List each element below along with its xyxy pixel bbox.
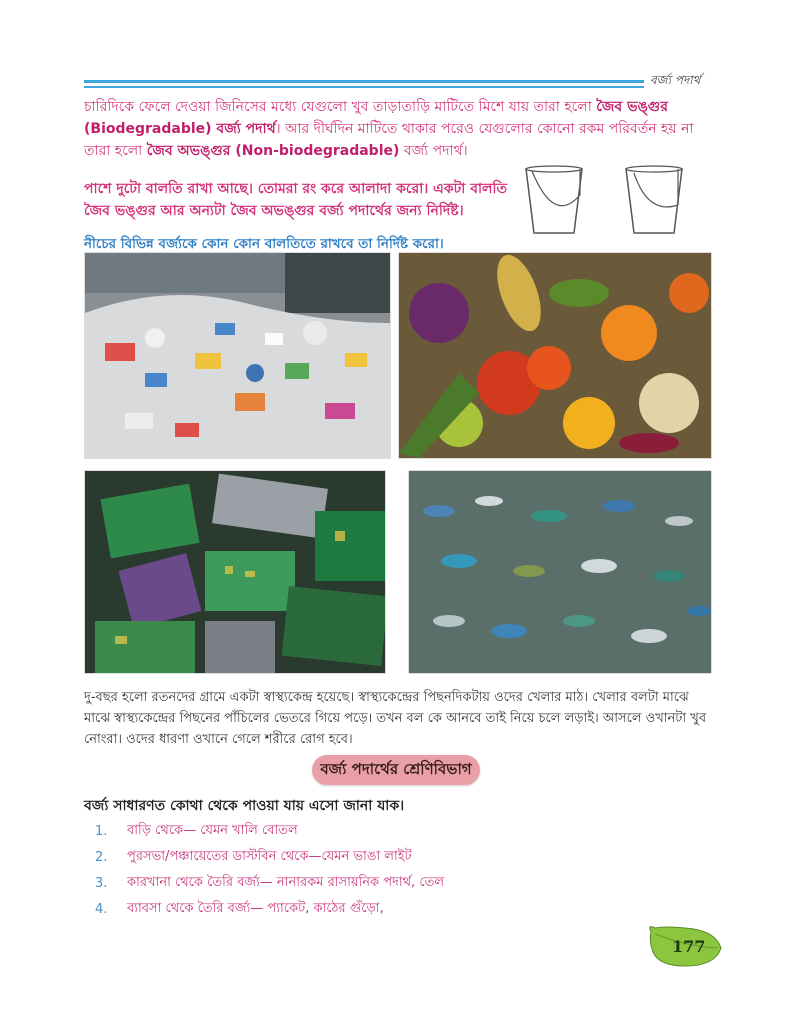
biodegradable-term: জৈব ভঙ্গুর (Biodegradable) বর্জ্য পদার্থ xyxy=(84,99,668,137)
list-number: 2. xyxy=(95,849,108,865)
list-item xyxy=(95,896,555,922)
sort-instruction: নীচের বিভিন্ন বর্জ্যকে কোন কোন বালতিতে রাখবে তা নির্দিষ্ট করো। xyxy=(84,236,444,252)
food-waste-photo xyxy=(398,252,712,459)
list-item xyxy=(95,870,555,896)
section-intro: বর্জ্য সাধারণত কোথা থেকে পাওয়া যায় এসো জানা যাক। xyxy=(84,798,405,814)
story-paragraph: দু-বছর হলো রতনদের গ্রামে একটা স্বাস্থ্যকেন্দ্র হয়েছে। স্বাস্থ্যকেন্দ্রের পিছনদিকটায় ওদের খেলার মাঠ। খেলার বলটা মাঝে মাঝে স্বাস্থ্যকেন্দ্রের পিছনের পাঁচিলের ভেতরে গিয়ে পড়ে। তখন বল কে আনবে তাই নিয়ে চলে লড়াই। আসলে ওখানটা খুব নোংরা। ওদের ধারণা ওখানে গেলে শরীরে রোগ হবে। xyxy=(84,690,707,747)
waste-sources-list xyxy=(95,818,555,922)
header-rule-bottom xyxy=(84,86,644,88)
list-text: কারখানা থেকে তৈরি বর্জ্য— নানারকম রাসায়নিক পদার্থ, তেল xyxy=(127,874,445,890)
bucket-1-illustration[interactable] xyxy=(518,155,590,237)
intro-text-2: । আর দীর্ঘদিন মাটিতে থাকার পরেও যেগুলোর কোনো রকম পরিবর্তন হয় না তারা হলো xyxy=(84,121,694,159)
intro-text-3: বর্জ্য পদার্থ। xyxy=(399,143,468,159)
intro-text-1: চারিদিকে ফেলে দেওয়া জিনিসের মধ্যে যেগুলো খুব তাড়াতাড়ি মাটিতে মিশে যায় তারা হলো xyxy=(84,99,597,115)
list-text: বাড়ি থেকে— যেমন খালি বোতল xyxy=(127,822,298,838)
chapter-title: বর্জ্য পদার্থ xyxy=(650,73,701,87)
header-rule-top xyxy=(84,80,644,83)
list-number: 1. xyxy=(95,823,108,839)
intro-paragraph xyxy=(84,96,716,162)
list-item xyxy=(95,818,555,844)
bucket-2-illustration[interactable] xyxy=(618,155,690,237)
mixed-waste-photo xyxy=(84,252,391,459)
list-text: ব্যাবসা থেকে তৈরি বর্জ্য— প্যাকেট, কাঠের গুঁড়ো, xyxy=(127,900,384,916)
list-text: পুরসভা/পঞ্চায়েতের ডাস্টবিন থেকে—যেমন ভাঙা লাইট xyxy=(127,848,412,864)
non-biodegradable-term: জৈব অভঙ্গুর (Non-biodegradable) xyxy=(146,143,400,159)
list-number: 4. xyxy=(95,901,108,917)
plastic-bottles-photo xyxy=(408,470,712,674)
list-item xyxy=(95,844,555,870)
section-heading: বর্জ্য পদার্থের শ্রেণিবিভাগ xyxy=(312,755,480,785)
bucket-instruction: পাশে দুটো বালতি রাখা আছে। তোমরা রং করে আলাদা করো। একটা বালতি জৈব ভঙ্গুর আর অন্যটা জৈব অভঙ্গুর বর্জ্য পদার্থের জন্য নির্দিষ্ট। xyxy=(84,181,507,219)
electronic-waste-photo xyxy=(84,470,386,674)
page-number: 177 xyxy=(672,937,706,956)
list-number: 3. xyxy=(95,875,108,891)
